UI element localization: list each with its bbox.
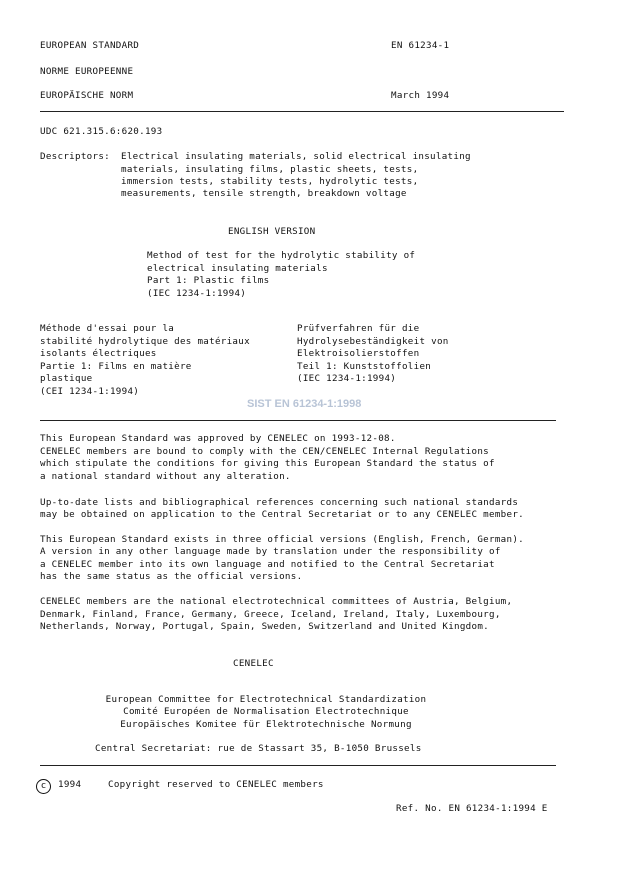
title-fr-line: (CEI 1234-1:1994) — [40, 386, 140, 397]
title-fr-line: stabilité hydrolytique des matériaux — [40, 336, 250, 347]
udc-code: UDC 621.315.6:620.193 — [40, 126, 163, 137]
divider — [40, 420, 556, 421]
approval-line: a national standard without any alteration. — [40, 471, 291, 482]
title-en-line: Method of test for the hydrolytic stability of — [147, 250, 416, 261]
members-line: CENELEC members are the national electrotechnical committees of Austria, Belgium, — [40, 596, 513, 607]
committee-name-de: Europäisches Komitee für Elektrotechnische Normung — [120, 719, 412, 730]
versions-line: This European Standard exists in three official versions (English, French, German). — [40, 534, 525, 545]
members-line: Netherlands, Norway, Portugal, Spain, Sweden, Switzerland and United Kingdom. — [40, 621, 490, 632]
title-en-line: (IEC 1234-1:1994) — [147, 288, 247, 299]
committee-name-en: European Committee for Electrotechnical Standardization — [105, 694, 427, 705]
divider — [40, 765, 556, 766]
descriptors-line: Electrical insulating materials, solid electrical insulating — [121, 151, 471, 162]
standard-label-de: EUROPÄISCHE NORM — [40, 90, 134, 101]
title-en-line: electrical insulating materials — [147, 263, 328, 274]
central-secretariat: Central Secretariat: rue de Stassart 35, B-1050 Brussels — [95, 743, 422, 754]
versions-line: a CENELEC member into its own language and notified to the Central Secretariat — [40, 559, 495, 570]
approval-line: This European Standard was approved by CENELEC on 1993-12-08. — [40, 433, 396, 444]
publication-date: March 1994 — [391, 90, 450, 101]
standard-label-fr: NORME EUROPEENNE — [40, 66, 134, 77]
versions-line: has the same status as the official versions. — [40, 571, 303, 582]
watermark: SIST EN 61234-1:1998 — [247, 398, 362, 410]
english-version-heading: ENGLISH VERSION — [228, 226, 316, 237]
members-line: Denmark, Finland, France, Germany, Greece, Iceland, Ireland, Italy, Luxembourg, — [40, 609, 501, 620]
divider — [40, 111, 564, 112]
descriptors-line: measurements, tensile strength, breakdown voltage — [121, 188, 407, 199]
descriptors-line: materials, insulating films, plastic sheets, tests, — [121, 164, 419, 175]
title-fr-line: isolants électriques — [40, 348, 157, 359]
title-de-line: Hydrolysebeständigkeit von — [297, 336, 449, 347]
standard-label-en: EUROPEAN STANDARD — [40, 40, 140, 51]
committee-name-fr: Comité Européen de Normalisation Electrotechnique — [123, 706, 409, 717]
title-fr-line: Partie 1: Films en matière — [40, 361, 192, 372]
title-en-line: Part 1: Plastic films — [147, 275, 270, 286]
title-de-line: Prüfverfahren für die — [297, 323, 420, 334]
approval-line: which stipulate the conditions for giving this European Standard the status of — [40, 458, 495, 469]
approval-line: CENELEC members are bound to comply with the CEN/CENELEC Internal Regulations — [40, 446, 490, 457]
lists-line: Up-to-date lists and bibliographical references concerning such national standards — [40, 497, 519, 508]
copyright-icon: c — [36, 779, 51, 794]
reference-number: Ref. No. EN 61234-1:1994 E — [396, 803, 548, 814]
copyright-text: Copyright reserved to CENELEC members — [108, 779, 324, 790]
versions-line: A version in any other language made by translation under the responsibility of — [40, 546, 501, 557]
descriptors-line: immersion tests, stability tests, hydrolytic tests, — [121, 176, 419, 187]
descriptors-label: Descriptors: — [40, 151, 110, 162]
title-de-line: Elektroisolierstoffen — [297, 348, 420, 359]
lists-line: may be obtained on application to the Central Secretariat or to any CENELEC member. — [40, 509, 525, 520]
title-fr-line: Méthode d'essai pour la — [40, 323, 175, 334]
copyright-year: 1994 — [58, 779, 82, 790]
standard-number: EN 61234-1 — [391, 40, 450, 51]
title-de-line: Teil 1: Kunststoffolien — [297, 361, 432, 372]
cenelec-name: CENELEC — [233, 658, 274, 669]
title-de-line: (IEC 1234-1:1994) — [297, 373, 397, 384]
title-fr-line: plastique — [40, 373, 93, 384]
